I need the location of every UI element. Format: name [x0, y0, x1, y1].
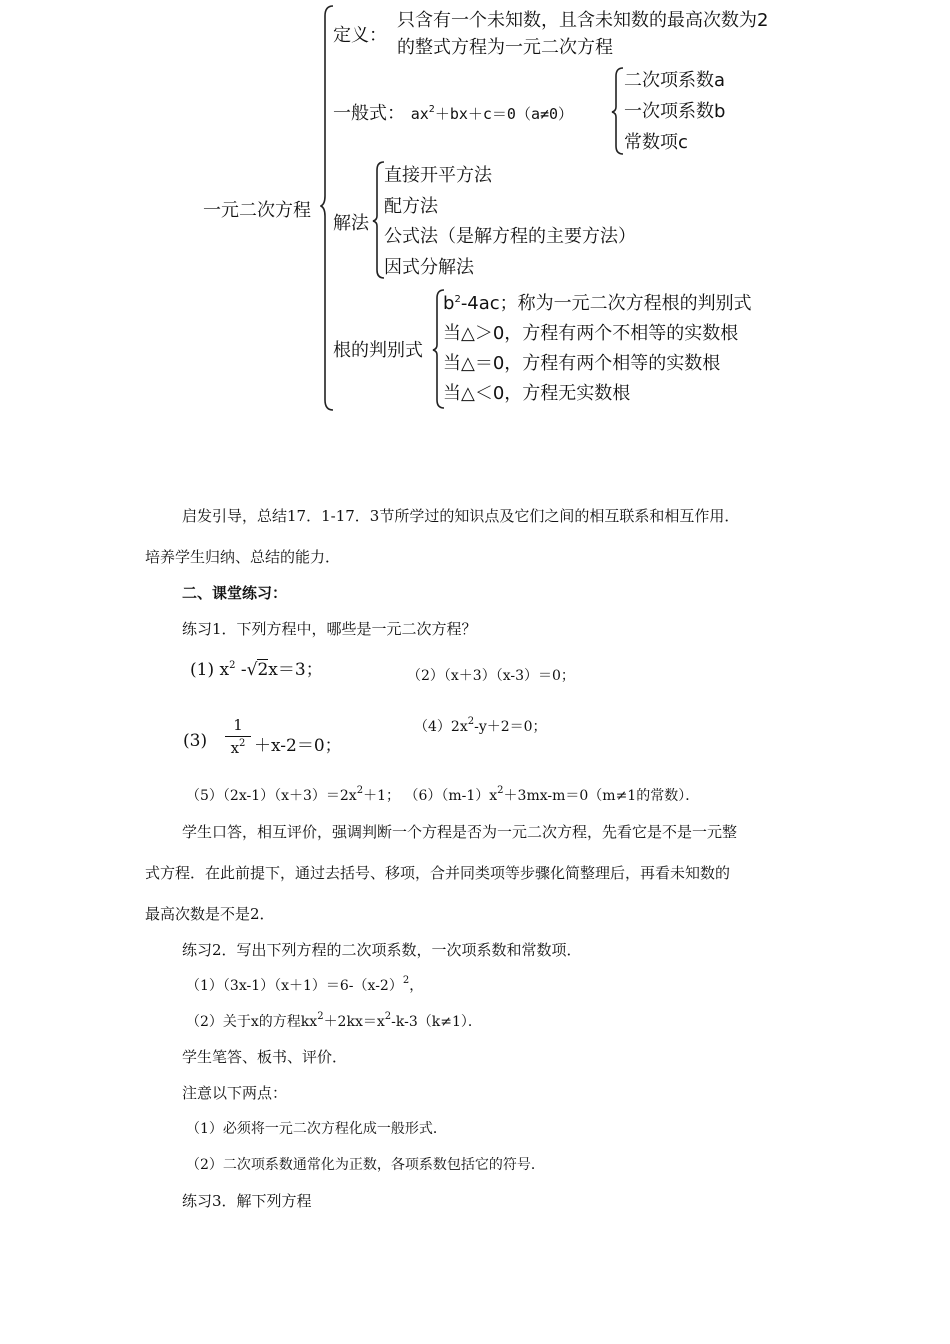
- definition-line2: 的整式方程为一元二次方程: [397, 37, 613, 58]
- exercise3-title: 练习3．解下列方程: [182, 1192, 312, 1210]
- paragraph-explain: 学生口答，相互评价，强调判断一个方程是否为一元二次方程，先看它是不是一元整: [182, 823, 738, 841]
- exercise1-title: 练习1．下列方程中，哪些是一元二次方程？: [182, 620, 477, 638]
- exercise2-item1: $(1)(3x-1)(x+1)=6-(x-2)^2$，: [186, 975, 424, 994]
- tree-root: 一元二次方程: [203, 200, 311, 221]
- general-label: 一般式：: [333, 103, 405, 124]
- exercise1-item2: （2）（x＋3）（x-3）＝0；: [407, 668, 575, 684]
- sqrt-symbol: √: [246, 660, 258, 680]
- method-item: 公式法（是解方程的主要方法）: [384, 226, 636, 247]
- exercise1-item3-rest: ＋x-2＝0；: [254, 736, 342, 756]
- paragraph-method: 学生笔答、板书、评价．: [182, 1048, 348, 1066]
- general-equation: $ax^2+bx+c=0(a\ne 0)$: [410, 104, 574, 123]
- discriminant-definition: $b^2-4ac$；称为一元二次方程根的判别式: [443, 293, 752, 314]
- exercise2-title: 练习2．写出下列方程的二次项系数，一次项系数和常数项．: [182, 941, 582, 959]
- note-item: （2）二次项系数通常化为正数，各项系数包括它的符号．: [186, 1157, 545, 1173]
- discriminant-case: 当△＜0，方程无实数根: [443, 383, 631, 404]
- paragraph-explain-cont: 最高次数是不是2．: [145, 905, 275, 923]
- general-form: [333, 99, 573, 125]
- methods-label: 解法: [333, 213, 369, 234]
- definition-label: 定义：: [333, 25, 387, 46]
- paragraph-notes: 注意以下两点：: [182, 1084, 288, 1102]
- general-brace: [611, 66, 625, 156]
- note-item: （1）必须将一元二次方程化成一般形式．: [186, 1121, 447, 1137]
- method-item: 直接开平方法: [384, 165, 492, 186]
- discriminant-label: 根的判别式: [333, 340, 423, 361]
- exercise1-item4: $(4)2x^2-y+2=0$；: [414, 716, 547, 735]
- coef-item-a: 二次项系数a: [624, 70, 726, 91]
- paragraph-summary-cont: 培养学生归纳、总结的能力．: [145, 548, 341, 566]
- method-item: 配方法: [384, 196, 438, 217]
- exercise1-item1: (1) $x^2$ -√2x＝3；: [190, 660, 323, 680]
- exercise1-item3-num: (3): [183, 731, 208, 751]
- paragraph-summary: 启发引导，总结17．1-17．3节所学过的知识点及它们之间的相互联系和相互作用．: [182, 507, 740, 525]
- coef-item-c: 常数项c: [624, 132, 688, 153]
- fraction: 1 $x^2$: [225, 716, 251, 757]
- discriminant-case: 当△＝0，方程有两个相等的实数根: [443, 353, 721, 374]
- coef-item-b: 一次项系数b: [624, 101, 726, 122]
- method-item: 因式分解法: [384, 257, 474, 278]
- paragraph-explain-cont: 式方程．在此前提下，通过去括号、移项，合并同类项等步骤化简整理后，再看未知数的: [145, 864, 731, 882]
- definition-line1: 只含有一个未知数，且含未知数的最高次数为2: [397, 10, 769, 31]
- section-heading: 二、课堂练习：: [182, 584, 288, 602]
- exercise2-item2: （2）关于x的方程$kx^2+2kx=x^2-k-3(k\ne 1)$．: [186, 1011, 482, 1030]
- exercise1-items56: $(5)(2x-1)(x+3)=2x^2+1$； $(6)(m-1)x^2+3mx-m=0(m\ne 1$的常数）．: [186, 785, 700, 804]
- discriminant-case: 当△＞0，方程有两个不相等的实数根: [443, 323, 739, 344]
